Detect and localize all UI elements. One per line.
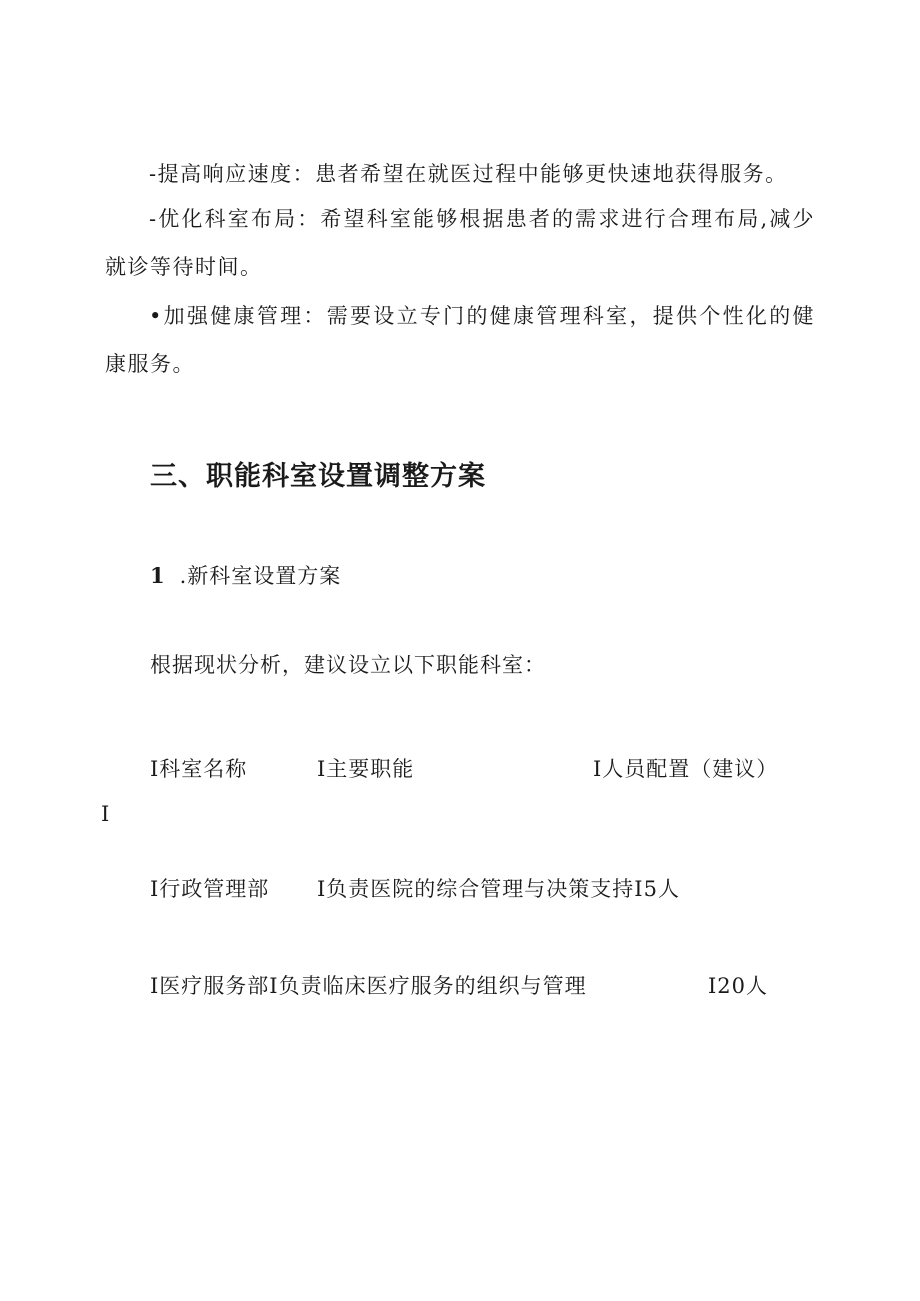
table-row-1-name: I行政管理部	[150, 877, 270, 901]
table-header-staffing: I人员配置（建议）	[593, 757, 779, 781]
bullet-response-speed: -提高响应速度：患者希望在就医过程中能够更快速地获得服务。	[149, 162, 788, 186]
section-intro: 根据现状分析，建议设立以下职能科室：	[150, 653, 546, 677]
table-row-2-staffing: I20人	[708, 974, 769, 998]
table-row-2-name: I医疗服务部I负责临床医疗服务的组织与管理	[150, 974, 587, 998]
subsection-number: 1	[150, 563, 166, 588]
bullet-optimize-layout: -优化科室布局：希望科室能够根据患者的需求进行合理布局,减少就诊等待时间。	[105, 207, 815, 279]
subsection-title: .新科室设置方案	[179, 564, 342, 588]
subsection-heading	[150, 560, 341, 590]
table-row-1-function: I负责医院的综合管理与决策支持I5人	[317, 877, 680, 901]
table-header-function: I主要职能	[317, 757, 415, 781]
table-header-name: I科室名称	[150, 757, 248, 781]
bullet-health-management: •加强健康管理：需要设立专门的健康管理科室，提供个性化的健康服务。	[105, 304, 815, 376]
table-header-trailer: I	[101, 802, 111, 826]
section-title: 三、职能科室设置调整方案	[150, 461, 486, 492]
